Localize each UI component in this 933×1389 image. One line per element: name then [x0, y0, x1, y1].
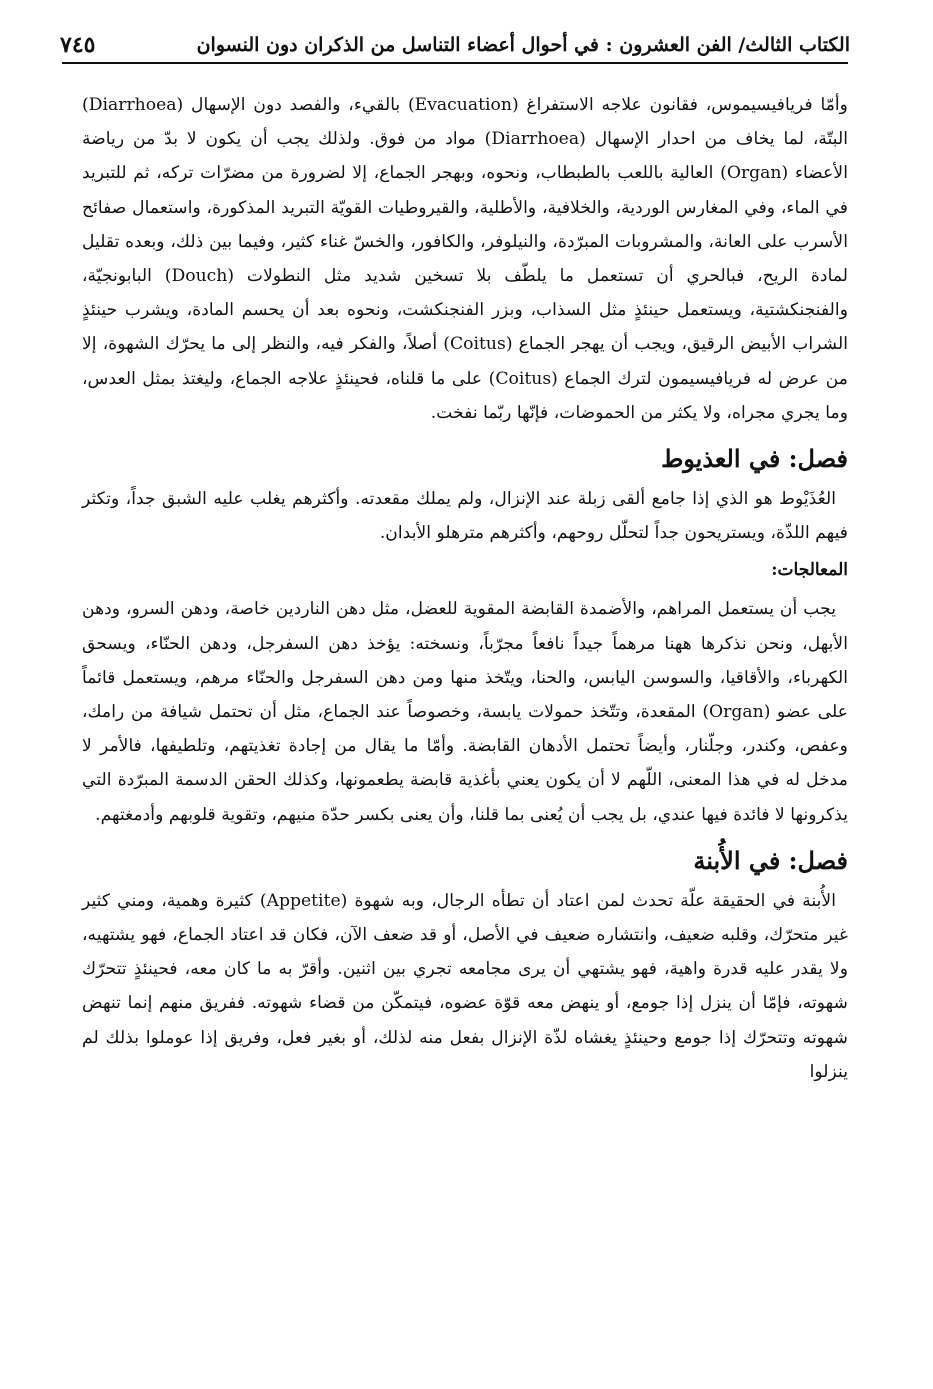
running-header [60, 22, 850, 66]
section-paragraph-ubna: الأُبنة في الحقيقة علّة تحدث لمن اعتاد أن تطأه الرجال، وبه شهوة (Appetite) كثيرة وهمية، ومني كثير غير متحرّك، وقلبه ضعيف، وانتشاره ضعيف في الأصل، أو قد ضعف الآن، فكان قد اعتاد الجماع، فهو يشتهيه، ولا يقدر عليه قدرة واهية، فهو يشتهي أن يرى مجامعه تجري بين اثنين. وأقرّ به ما كان معه، فحينئذٍ تتحرّك شهوته، فإمّا أن ينزل إذا جومع، أو ينهض معه قوّة عضوه، فيتمكّن من قضاء شهوته. ففريق منهم إنما تنهض شهوته وتتحرّك إذا جومع وحينئذٍ يغشاه لذّة الإنزال بفعل منه لذلك، أو بغير فعل، وفريق إذا عوملوا بذلك لم ينزلوا [82, 890, 848, 1082]
page-number: ٧٤٥ [60, 32, 96, 58]
section-heading-ubna: فصل: في الأُبنة [693, 845, 848, 875]
header-rule [62, 62, 848, 64]
running-title: الكتاب الثالث/ الفن العشرون : في أحوال أعضاء التناسل من الذكران دون النسوان [196, 34, 850, 56]
page-body [82, 88, 848, 1089]
section-paragraph-udhaiyut: العُذَيْوط هو الذي إذا جامع ألقى زبلة عند الإنزال، ولم يملك مقعدته. وأكثرهم يغلب عليه الشبق جداً، وتكثر فيهم اللذّة، ويستريحون جداً لتحلّل روحهم، وأكثرهم مترهلو الأبدان. [82, 489, 848, 544]
section-heading-udhaiyut: فصل: في العذيوط [661, 444, 848, 474]
treatments-subheading: المعالجات: [771, 560, 848, 581]
treatments-paragraph: يجب أن يستعمل المراهم، والأضمدة القابضة المقوية للعضل، مثل دهن الناردين خاصة، ودهن السرو، ودهن الأبهل، ونحن نذكرها ههنا مرهماً جيداً نافعاً مجرّباً، ونسخته: يؤخذ دهن السفرجل، ودهن الحنّاء، ويسحق الكهرباء، والأقاقيا، والسوسن اليابس، والحنا، ويتّخذ منها ومن دهن السفرجل والحنّاء مرهم، ويستعمل قائماً على عضو (Organ) المقعدة، وتتّخذ حمولات يابسة، وخصوصاً عند الجماع، مثل أن تحتمل شيافة من رامك، وعفص، وكندر، وجلّنار، وأيضاً تحتمل الأدهان القابضة. وأمّا ما يقال من إجادة تغذيتهم، وتلطيفها، فالأمر لا مدخل له في هذا المعنى، اللّهم لا أن يكون يعني بأغذية قابضة يطعمونها، وكذلك الحقن الدسمة المبرّدة التي يذكرونها لا فائدة فيها عندي، بل يجب أن يُعنى بما قلنا، وأن يعنى بكسر حدّة منيهم، وتقوية قلوبهم وأدمغتهم. [82, 599, 848, 825]
continued-paragraph: وأمّا فريافيسيموس، فقانون علاجه الاستفراغ (Evacuation) بالقيء، والفصد دون الإسهال (Diarrhoea) البتّة، لما يخاف من احدار الإسهال (Diarrhoea) مواد من فوق. ولذلك يجب أن يكون لا بدّ من رياضة الأعضاء (Organ) العالية باللعب بالطبطاب، ونحوه، وبهجر الجماع، إلا لضرورة من مضرّات تركه، ثم للتبريد في الماء، وفي المغارس الوردية، والخلافية، والأطلية، والقيروطيات القويّة التبريد المذكورة، واستعمال صفائح الأسرب على العانة، والمشروبات المبرّدة، والنيلوفر، والكافور، والخسّ غناء كثير، وفيما بين ذلك، وبعده تقليل لمادة الريح، فبالحري أن تستعمل ما يلطّف بلا تسخين شديد مثل النطولات (Douch) البابونجيّة، والفنجنكشتية، ويستعمل حينئذٍ مثل السذاب، وبزر الفنجنكشت، ونحوه بعد أن يحسم المادة، ويشرب حينئذٍ الشراب الأبيض الرقيق، ويجب أن يهجر الجماع (Coitus) أصلاً، والفكر فيه، والنظر إلى ما يحرّك الشهوة، إلا من عرض له فريافيسيمون لترك الجماع (Coitus) على ما قلناه، فحينئذٍ علاجه الجماع، وليغتذ بمثل العدس، وما يجري مجراه، ولا يكثر من الحموضات، فإنّها ربّما نفخت. [82, 95, 848, 423]
